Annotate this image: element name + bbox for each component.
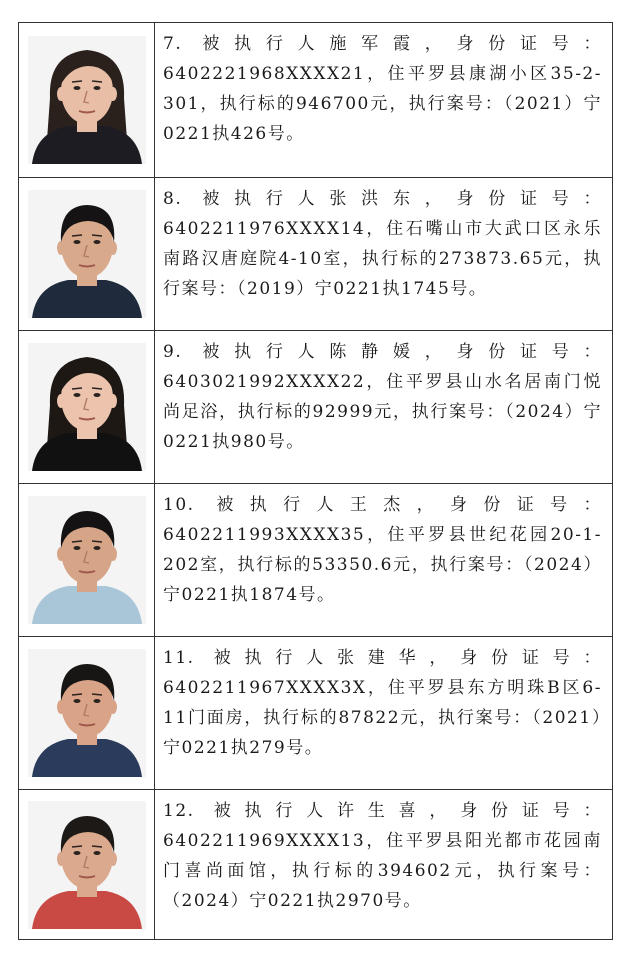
person-row xyxy=(19,23,612,178)
portrait-photo xyxy=(28,343,146,471)
photo-cell xyxy=(19,484,155,636)
person-details: 11. 被执行人张建华，身份证号：6402211967XXXX3X，住平罗县东方明珠B区6-11门面房，执行标的87822元，执行案号：（2021）宁0221执279号。 xyxy=(163,648,602,758)
photo-cell xyxy=(19,23,155,177)
portrait-photo xyxy=(28,801,146,929)
portrait-photo xyxy=(28,496,146,624)
notice-table xyxy=(18,22,613,940)
person-row xyxy=(19,331,612,484)
person-row xyxy=(19,790,612,940)
photo-cell xyxy=(19,178,155,330)
person-row xyxy=(19,178,612,331)
person-details: 9. 被执行人陈静媛，身份证号：6403021992XXXX22，住平罗县山水名居南门悦尚足浴，执行标的92999元，执行案号：（2024）宁0221执980号。 xyxy=(163,342,602,452)
person-details: 7. 被执行人施军霞，身份证号：6402221968XXXX21，住平罗县康湖小区35-2-301，执行标的946700元，执行案号：（2021）宁0221执426号。 xyxy=(163,34,602,144)
person-details: 12. 被执行人许生喜，身份证号：6402211969XXXX13，住平罗县阳光都市花园南门喜尚面馆，执行标的394602元，执行案号：（2024）宁0221执2970号。 xyxy=(163,801,602,911)
person-row xyxy=(19,637,612,790)
portrait-photo xyxy=(28,190,146,318)
photo-cell xyxy=(19,331,155,483)
person-details: 8. 被执行人张洪东，身份证号：6402211976XXXX14，住石嘴山市大武口区永乐南路汉唐庭院4-10室，执行标的273873.65元，执行案号：（2019）宁0221执1745号。 xyxy=(163,189,602,299)
person-row xyxy=(19,484,612,637)
person-details: 10. 被执行人王杰，身份证号：6402211993XXXX35，住平罗县世纪花园20-1-202室，执行标的53350.6元，执行案号：（2024）宁0221执1874号。 xyxy=(163,495,602,605)
photo-cell xyxy=(19,637,155,789)
photo-cell xyxy=(19,790,155,940)
portrait-photo xyxy=(28,36,146,164)
portrait-photo xyxy=(28,649,146,777)
